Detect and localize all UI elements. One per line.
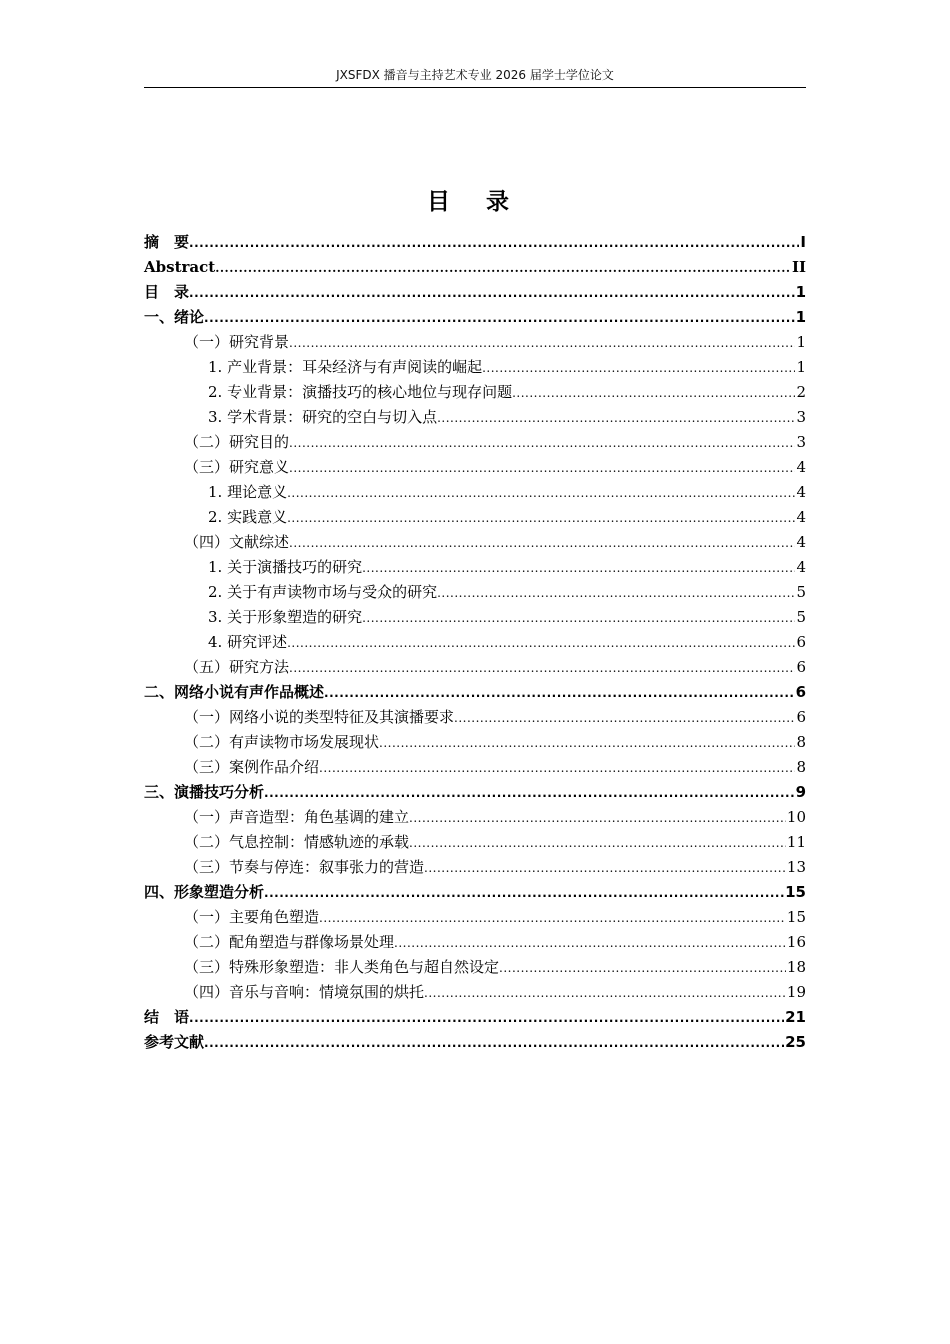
toc-entry[interactable] (144, 905, 806, 930)
toc-leader-dots (409, 806, 786, 831)
toc-entry-text: 4. 研究评述 (208, 633, 288, 651)
toc-page-number: 5 (796, 608, 806, 626)
toc-leader-dots (319, 906, 786, 931)
toc-entry-text: （一）声音造型：角色基调的建立 (184, 808, 410, 826)
toc-entry[interactable] (144, 805, 806, 830)
toc-entry-text: 1. 产业背景：耳朵经济与有声阅读的崛起 (208, 358, 483, 376)
toc-page-number: 6 (796, 708, 806, 726)
toc-leader-dots (289, 431, 795, 456)
toc-entry-text: （一）网络小说的类型特征及其演播要求 (184, 708, 455, 726)
toc-entry-text: 二、网络小说有声作品概述 (144, 683, 325, 701)
toc-entry-text: 参考文献 (144, 1033, 205, 1051)
toc-leader-dots (324, 681, 795, 706)
toc-page-number: 5 (796, 583, 806, 601)
toc-leader-dots (204, 1031, 784, 1056)
toc-entry[interactable] (144, 980, 806, 1005)
toc-page-number: 21 (785, 1008, 806, 1026)
toc-entry-text: 2. 关于有声读物市场与受众的研究 (208, 583, 438, 601)
toc-page-number: 15 (785, 883, 806, 901)
table-of-contents (144, 230, 806, 1055)
toc-entry-text: Abstract (144, 258, 216, 276)
toc-page-number: 6 (795, 683, 806, 701)
toc-page-number: 6 (796, 658, 806, 676)
toc-leader-dots (189, 231, 799, 256)
toc-leader-dots (482, 356, 795, 381)
toc-page-number: 16 (786, 933, 806, 951)
toc-entry-text: 一、绪论 (144, 308, 205, 326)
toc-entry[interactable] (144, 330, 806, 355)
toc-leader-dots (437, 581, 795, 606)
toc-page-number: 4 (796, 458, 806, 476)
toc-entry-text: （三）节奏与停连：叙事张力的营造 (184, 858, 425, 876)
toc-entry-text: 三、演播技巧分析 (144, 783, 265, 801)
toc-entry-text: （一）主要角色塑造 (184, 908, 320, 926)
toc-page-number: 11 (786, 833, 806, 851)
toc-page-number: 1 (796, 333, 806, 351)
toc-page-number: 15 (786, 908, 806, 926)
toc-page-number: 18 (786, 958, 806, 976)
toc-entry[interactable] (144, 1030, 806, 1055)
toc-page-number: 19 (786, 983, 806, 1001)
toc-leader-dots (409, 831, 786, 856)
toc-entry-text: （四）音乐与音响：情境氛围的烘托 (184, 983, 425, 1001)
toc-entry[interactable] (144, 605, 806, 630)
toc-page-number: 4 (796, 508, 806, 526)
toc-leader-dots (379, 731, 795, 756)
toc-entry-text: 摘 要 (144, 233, 190, 251)
toc-leader-dots (289, 531, 795, 556)
toc-leader-dots (287, 481, 795, 506)
toc-page-number: 8 (796, 758, 806, 776)
toc-page-number: II (791, 258, 806, 276)
toc-entry[interactable] (144, 380, 806, 405)
toc-page-number: 2 (796, 383, 806, 401)
toc-entry[interactable] (144, 655, 806, 680)
toc-leader-dots (437, 406, 795, 431)
toc-leader-dots (289, 456, 795, 481)
toc-entry[interactable] (144, 955, 806, 980)
toc-entry[interactable] (144, 1005, 806, 1030)
toc-leader-dots (424, 856, 786, 881)
toc-leader-dots (287, 631, 795, 656)
toc-entry-text: （三）研究意义 (184, 458, 290, 476)
toc-entry-text: （五）研究方法 (184, 658, 290, 676)
toc-leader-dots (394, 931, 786, 956)
toc-entry[interactable] (144, 305, 806, 330)
toc-entry[interactable] (144, 280, 806, 305)
toc-entry-text: （四）文献综述 (184, 533, 290, 551)
toc-entry[interactable] (144, 580, 806, 605)
toc-entry-text: 结 语 (144, 1008, 190, 1026)
toc-entry-text: （三）案例作品介绍 (184, 758, 320, 776)
toc-leader-dots (189, 281, 795, 306)
toc-entry[interactable] (144, 405, 806, 430)
toc-leader-dots (512, 381, 795, 406)
toc-leader-dots (319, 756, 795, 781)
toc-entry-text: （一）研究背景 (184, 333, 290, 351)
toc-leader-dots (362, 606, 795, 631)
toc-entry[interactable] (144, 830, 806, 855)
toc-page-number: 4 (796, 483, 806, 501)
toc-page-number: 1 (795, 308, 806, 326)
toc-entry[interactable] (144, 480, 806, 505)
toc-page-number: 1 (796, 358, 806, 376)
toc-page-number: 25 (785, 1033, 806, 1051)
toc-page-number: 8 (796, 733, 806, 751)
toc-entry-text: （三）特殊形象塑造：非人类角色与超自然设定 (184, 958, 500, 976)
toc-page-number: 4 (796, 533, 806, 551)
toc-entry[interactable] (144, 455, 806, 480)
toc-entry-text: 3. 学术背景：研究的空白与切入点 (208, 408, 438, 426)
toc-leader-dots (189, 1006, 784, 1031)
toc-leader-dots (264, 881, 784, 906)
toc-entry-text: （二）有声读物市场发展现状 (184, 733, 380, 751)
toc-leader-dots (264, 781, 795, 806)
toc-entry[interactable] (144, 355, 806, 380)
toc-page-number: 1 (795, 283, 806, 301)
toc-leader-dots (454, 706, 795, 731)
toc-page-number: 13 (786, 858, 806, 876)
running-header: JXSFDX 播音与主持艺术专业 2026 届学士学位论文 (336, 68, 614, 82)
toc-entry[interactable] (144, 930, 806, 955)
toc-page-number: 4 (796, 558, 806, 576)
toc-entry-text: 3. 关于形象塑造的研究 (208, 608, 363, 626)
toc-entry[interactable] (144, 705, 806, 730)
toc-entry[interactable] (144, 430, 806, 455)
toc-entry[interactable] (144, 680, 806, 705)
toc-entry-text: 目 录 (144, 283, 190, 301)
toc-entry-text: 1. 理论意义 (208, 483, 288, 501)
toc-entry-text: （二）研究目的 (184, 433, 290, 451)
toc-page-number: 3 (796, 408, 806, 426)
toc-entry[interactable] (144, 230, 806, 255)
toc-entry[interactable] (144, 505, 806, 530)
toc-leader-dots (499, 956, 786, 981)
toc-title: 目 录 (426, 189, 523, 215)
toc-leader-dots (204, 306, 795, 331)
toc-entry-text: 2. 实践意义 (208, 508, 288, 526)
toc-entry-text: 1. 关于演播技巧的研究 (208, 558, 363, 576)
toc-entry[interactable] (144, 855, 806, 880)
toc-entry[interactable] (144, 530, 806, 555)
toc-entry-text: （二）配角塑造与群像场景处理 (184, 933, 395, 951)
toc-page-number: 10 (786, 808, 806, 826)
header-rule (144, 87, 806, 88)
toc-page-number: 3 (796, 433, 806, 451)
toc-leader-dots (287, 506, 795, 531)
toc-leader-dots (215, 256, 791, 281)
toc-page-number: 9 (795, 783, 806, 801)
toc-entry-text: （二）气息控制：情感轨迹的承载 (184, 833, 410, 851)
toc-entry-text: 四、形象塑造分析 (144, 883, 265, 901)
toc-leader-dots (289, 656, 795, 681)
toc-entry[interactable] (144, 255, 806, 280)
toc-page-number: 6 (796, 633, 806, 651)
toc-leader-dots (289, 331, 795, 356)
toc-entry[interactable] (144, 730, 806, 755)
toc-page-number: I (800, 233, 806, 251)
toc-entry-text: 2. 专业背景：演播技巧的核心地位与现存问题 (208, 383, 513, 401)
toc-entry[interactable] (144, 630, 806, 655)
toc-leader-dots (424, 981, 786, 1006)
toc-entry[interactable] (144, 780, 806, 805)
toc-entry[interactable] (144, 880, 806, 905)
toc-entry[interactable] (144, 755, 806, 780)
toc-entry[interactable] (144, 555, 806, 580)
toc-leader-dots (362, 556, 795, 581)
